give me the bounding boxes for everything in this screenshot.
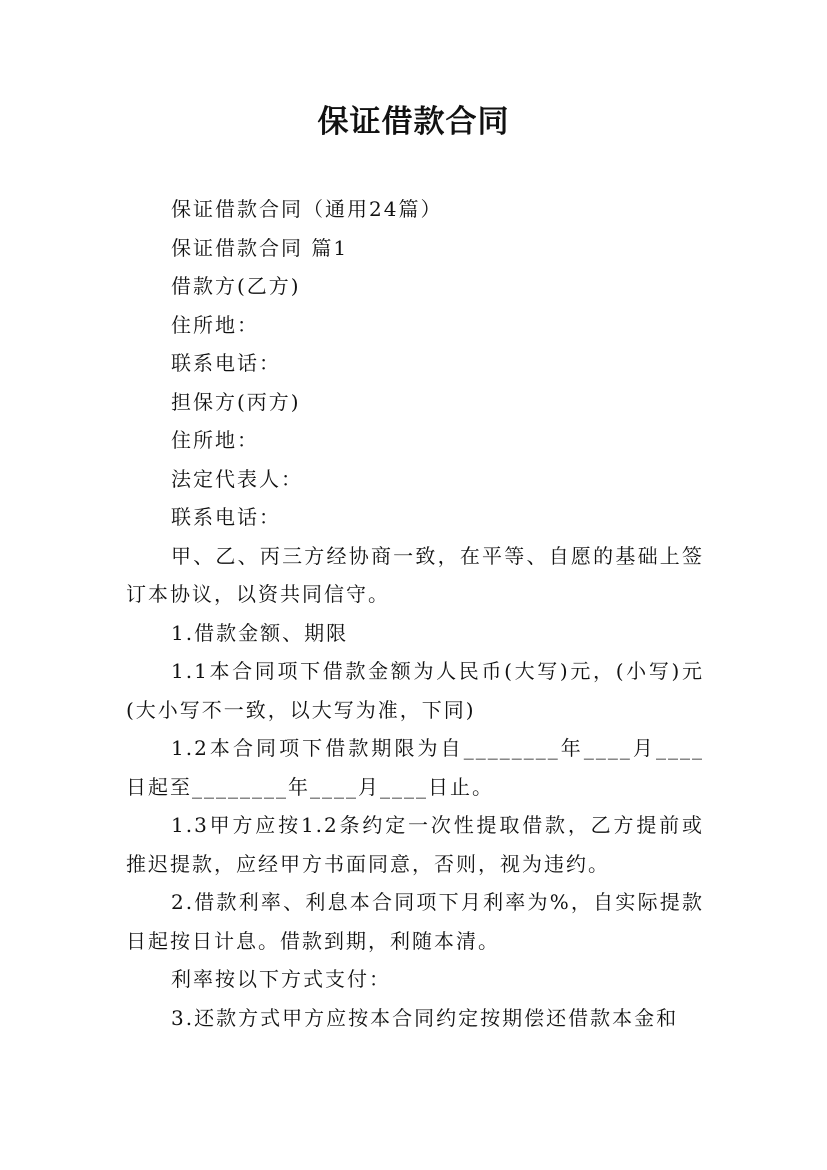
paragraph-clause-1-3: 1.3甲方应按1.2条约定一次性提取借款，乙方提前或推迟提款，应经甲方书面同意，否则，视为违约。 <box>126 813 704 876</box>
paragraph-guarantor-address: 住所地： <box>171 428 259 452</box>
paragraph-agreement: 甲、乙、丙三方经协商一致，在平等、自愿的基础上签订本协议，以资共同信守。 <box>126 543 704 606</box>
paragraph-interest-payment: 利率按以下方式支付： <box>171 967 391 991</box>
paragraph-borrower-phone: 联系电话： <box>171 351 281 375</box>
paragraph-borrower-address: 住所地： <box>171 312 259 337</box>
document-body <box>126 190 704 1037</box>
paragraph-guarantor: 担保方(丙方) <box>171 389 301 414</box>
paragraph-clause-1-1: 1.1本合同项下借款金额为人民币(大写)元，(小写)元(大小写不一致，以大写为准，下同) <box>126 659 704 722</box>
paragraph-clause-2: 2.借款利率、利息本合同项下月利率为%，自实际提款日起按日计息。借款到期，利随本清。 <box>126 890 704 953</box>
paragraph-legal-representative: 法定代表人： <box>171 466 303 491</box>
paragraph-section-title: 保证借款合同 篇1 <box>171 235 349 260</box>
paragraph-guarantor-phone: 联系电话： <box>171 505 281 529</box>
paragraph-clause-3: 3.还款方式甲方应按本合同约定按期偿还借款本金和 <box>171 1005 679 1030</box>
paragraph-clause-1-2: 1.2本合同项下借款期限为自________年____月____日起至________年____月____日止。 <box>126 736 704 799</box>
document-title: 保证借款合同 <box>317 104 510 140</box>
paragraph-borrower: 借款方(乙方) <box>171 274 301 298</box>
paragraph-heading: 保证借款合同（通用24篇） <box>171 197 443 221</box>
paragraph-clause-1: 1.借款金额、期限 <box>171 620 349 645</box>
